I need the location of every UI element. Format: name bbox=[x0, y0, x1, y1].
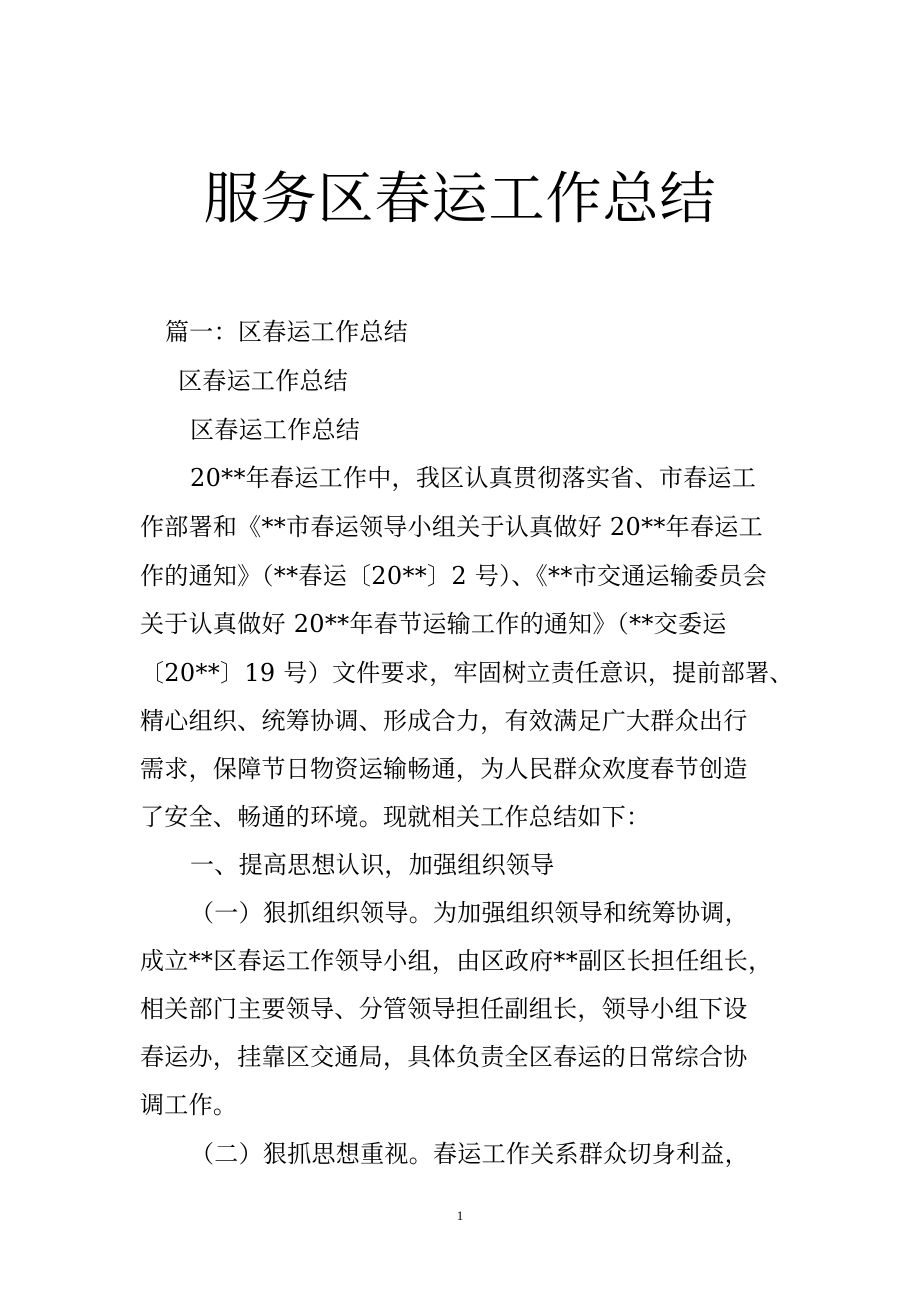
body-line: 相关部门主要领导、分管领导担任副组长，领导小组下设 bbox=[140, 995, 748, 1023]
body-line: 了安全、畅通的环境。现就相关工作总结如下： bbox=[140, 803, 651, 831]
body-line: 〔20**〕19 号）文件要求，牢固树立责任意识，提前部署、 bbox=[140, 659, 794, 687]
body-line: 需求，保障节日物资运输畅通，为人民群众欢度春节创造 bbox=[140, 755, 748, 783]
subheading: 区春运工作总结 bbox=[190, 416, 361, 444]
body-line: 成立**区春运工作领导小组，由区政府**副区长担任组长， bbox=[140, 947, 773, 975]
body-line: 关于认真做好 20**年春节运输工作的通知》（**交委运 bbox=[140, 610, 727, 638]
body-line: 精心组织、统筹协调、形成合力，有效满足广大群众出行 bbox=[140, 707, 748, 735]
document-title: 服务区春运工作总结 bbox=[203, 167, 717, 232]
page-number: 1 bbox=[456, 1208, 464, 1223]
section-heading: 一、提高思想认识，加强组织领导 bbox=[190, 851, 555, 879]
body-line: （一）狠抓组织领导。为加强组织领导和统筹协调， bbox=[190, 899, 749, 927]
body-line: （二）狠抓思想重视。春运工作关系群众切身利益， bbox=[190, 1140, 749, 1168]
body-line: 作的通知》（**春运〔20**〕2 号）、《**市交通运输委员会 bbox=[140, 562, 768, 590]
section-heading: 篇一：区春运工作总结 bbox=[165, 318, 408, 346]
body-line: 20**年春运工作中，我区认真贯彻落实省、市春运工 bbox=[190, 464, 757, 492]
body-line: 作部署和《**市春运领导小组关于认真做好 20**年春运工 bbox=[140, 513, 763, 541]
body-line: 调工作。 bbox=[140, 1091, 238, 1119]
body-line: 春运办，挂靠区交通局，具体负责全区春运的日常综合协 bbox=[140, 1043, 748, 1071]
subheading: 区春运工作总结 bbox=[178, 367, 349, 395]
